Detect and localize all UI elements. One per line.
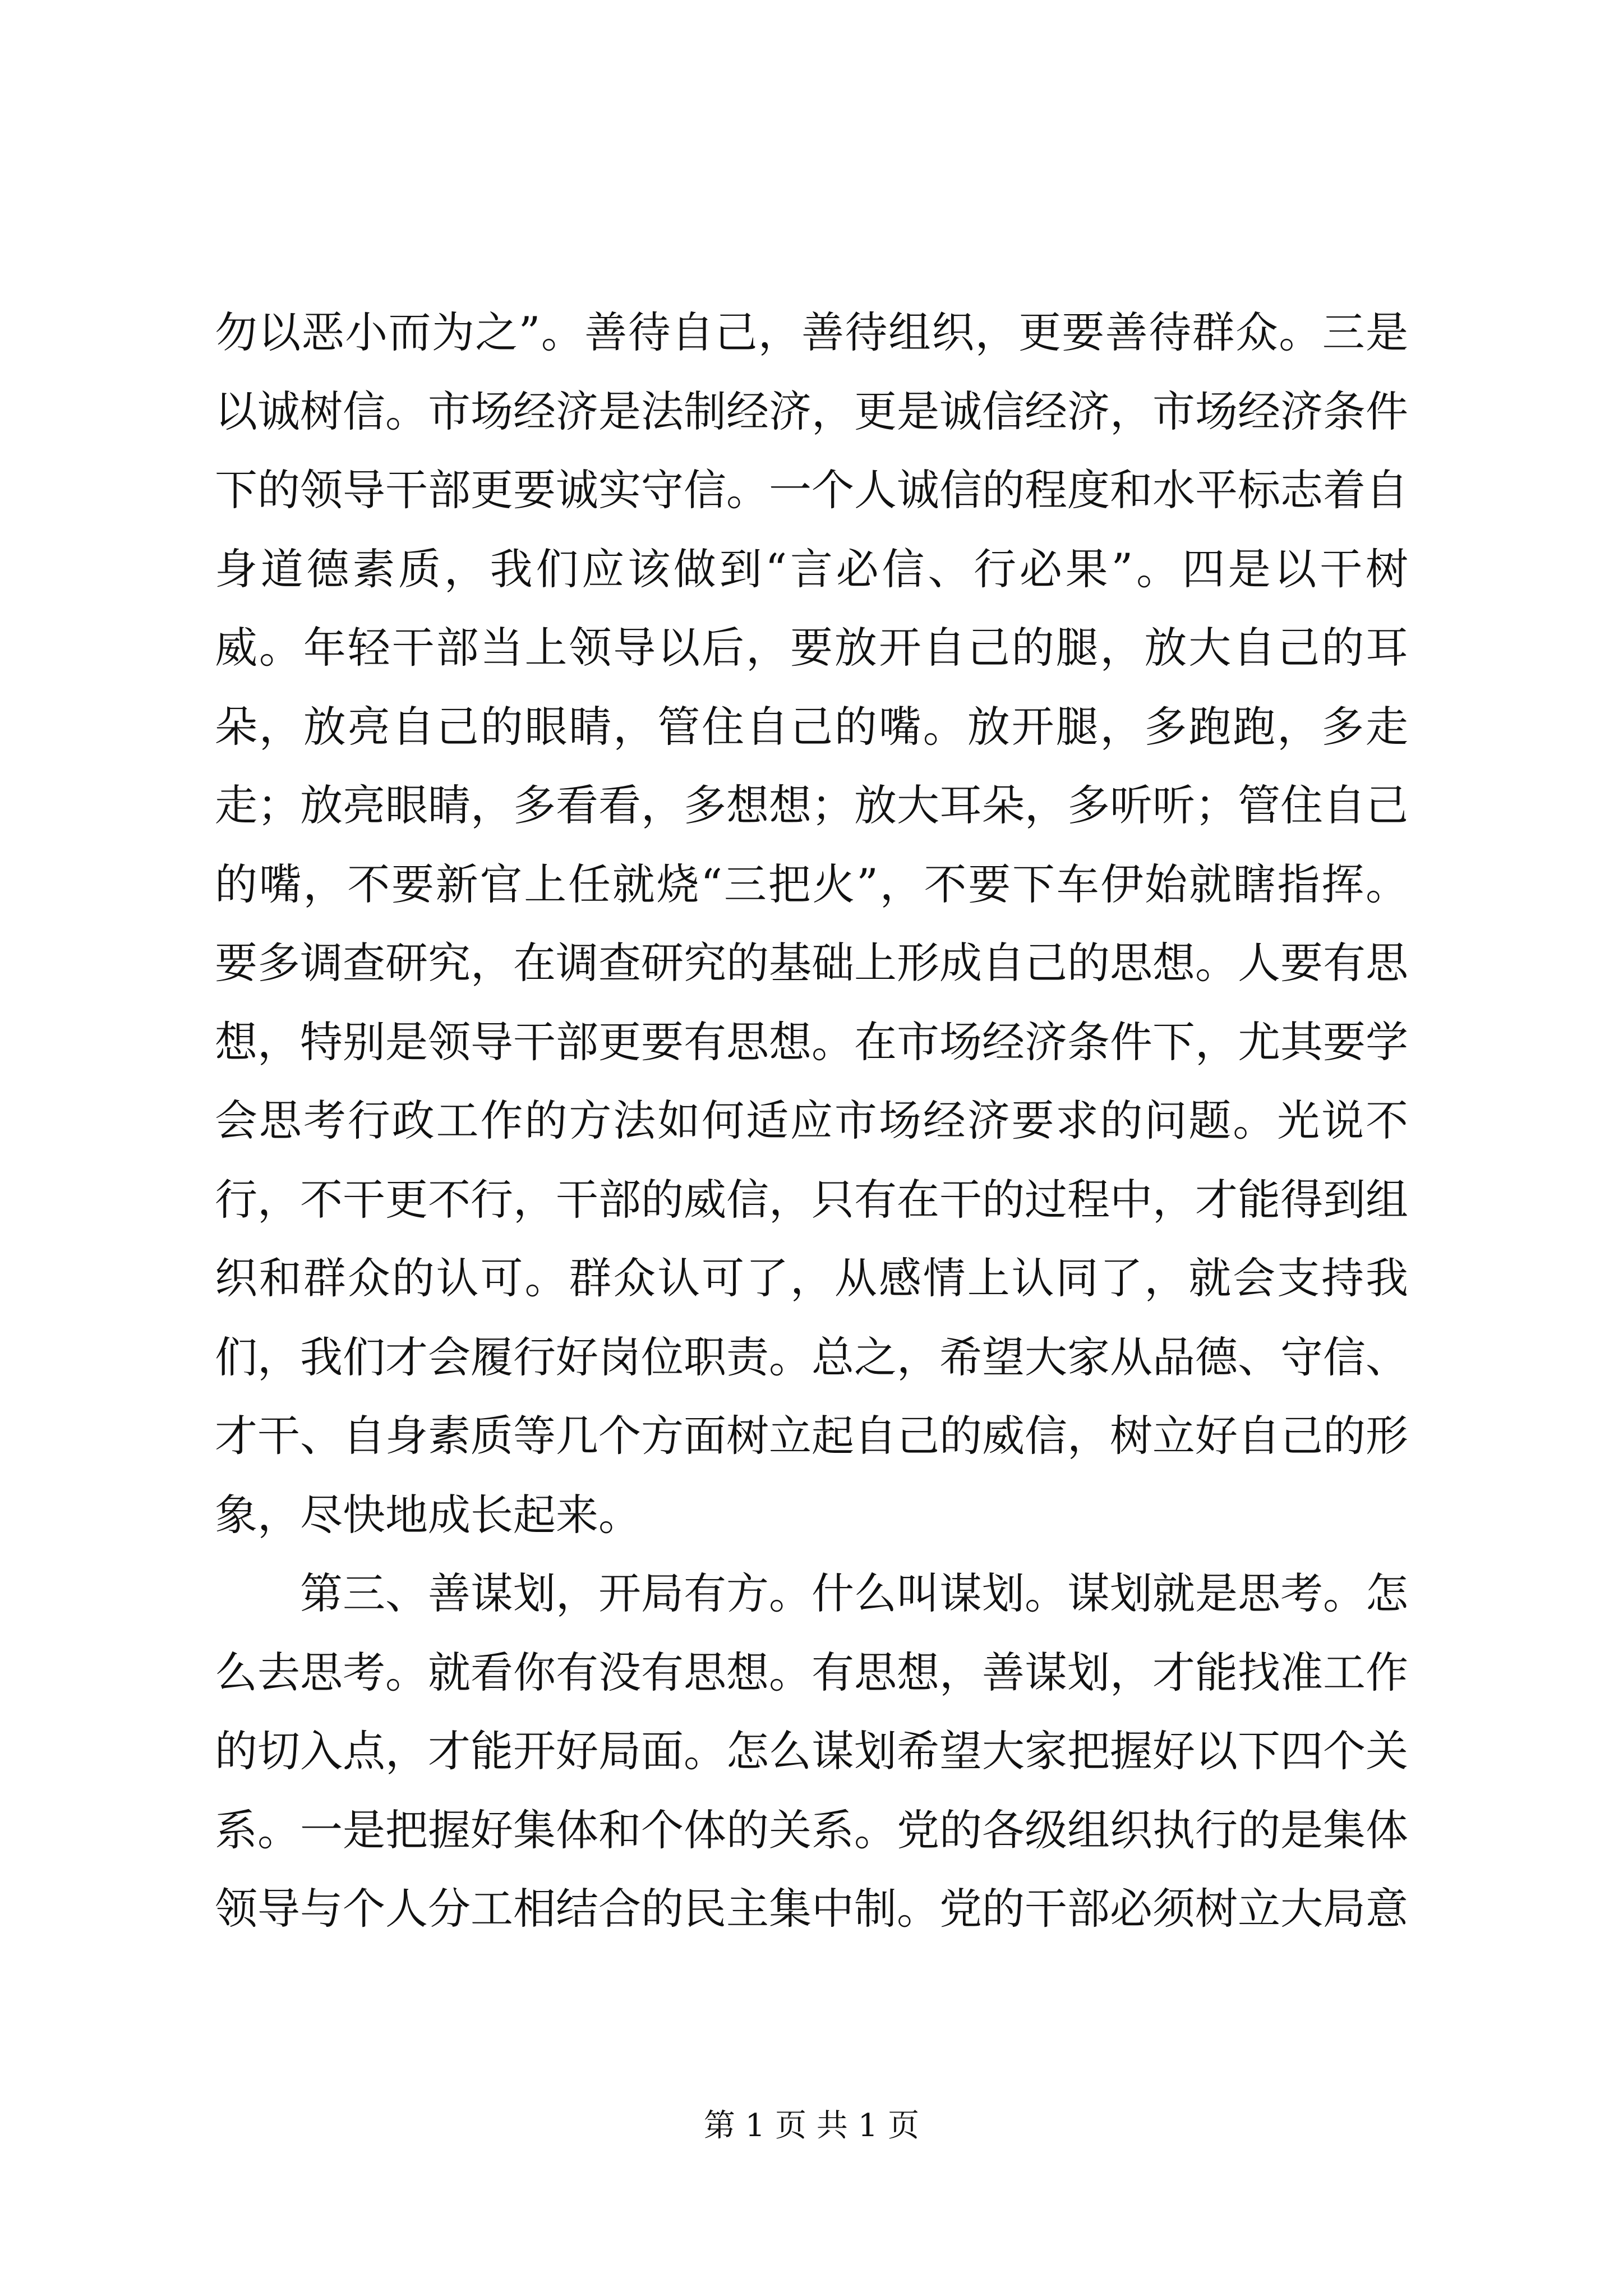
paragraph-continuation: 勿以恶小而为之”。善待自己，善待组织，更要善待群众。三是以诚树信。市场经济是法制经济，更是诚信经济，市场经济条件下的领导干部更要诚实守信。一个人诚信的程度和水平标志着自身道德素质，我们应该做到“言必信、行必果”。四是以干树威。年轻干部当上领导以后，要放开自己的腿，放大自己的耳朵，放亮自己的眼睛，管住自己的嘴。放开腿，多跑跑，多走走；放亮眼睛，多看看，多想想；放大耳朵，多听听；管住自己的嘴，不要新官上任就烧“三把火”，不要下车伊始就瞎指挥。要多调查研究，在调查研究的基础上形成自己的思想。人要有思想，特别是领导干部更要有思想。在市场经济条件下，尤其要学会思考行政工作的方法如何适应市场经济要求的问题。光说不行，不干更不行，干部的威信，只有在干的过程中，才能得到组织和群众的认可。群众认可了，从感情上认同了，就会支持我们，我们才会履行好岗位职责。总之，希望大家从品德、守信、才干、自身素质等几个方面树立起自己的威信，树立好自己的形象，尽快地成长起来。	[215, 307, 1408, 1540]
document-body	[215, 293, 1408, 1949]
page-footer: 第 1 页 共 1 页	[703, 2108, 920, 2144]
paragraph-section-three: 第三、善谋划，开局有方。什么叫谋划。谋划就是思考。怎么去思考。就看你有没有思想。有思想，善谋划，才能找准工作的切入点，才能开好局面。怎么谋划希望大家把握好以下四个关系。一是把握好集体和个体的关系。党的各级组织执行的是集体领导与个人分工相结合的民主集中制。党的干部必须树立大局意	[215, 1568, 1408, 1934]
